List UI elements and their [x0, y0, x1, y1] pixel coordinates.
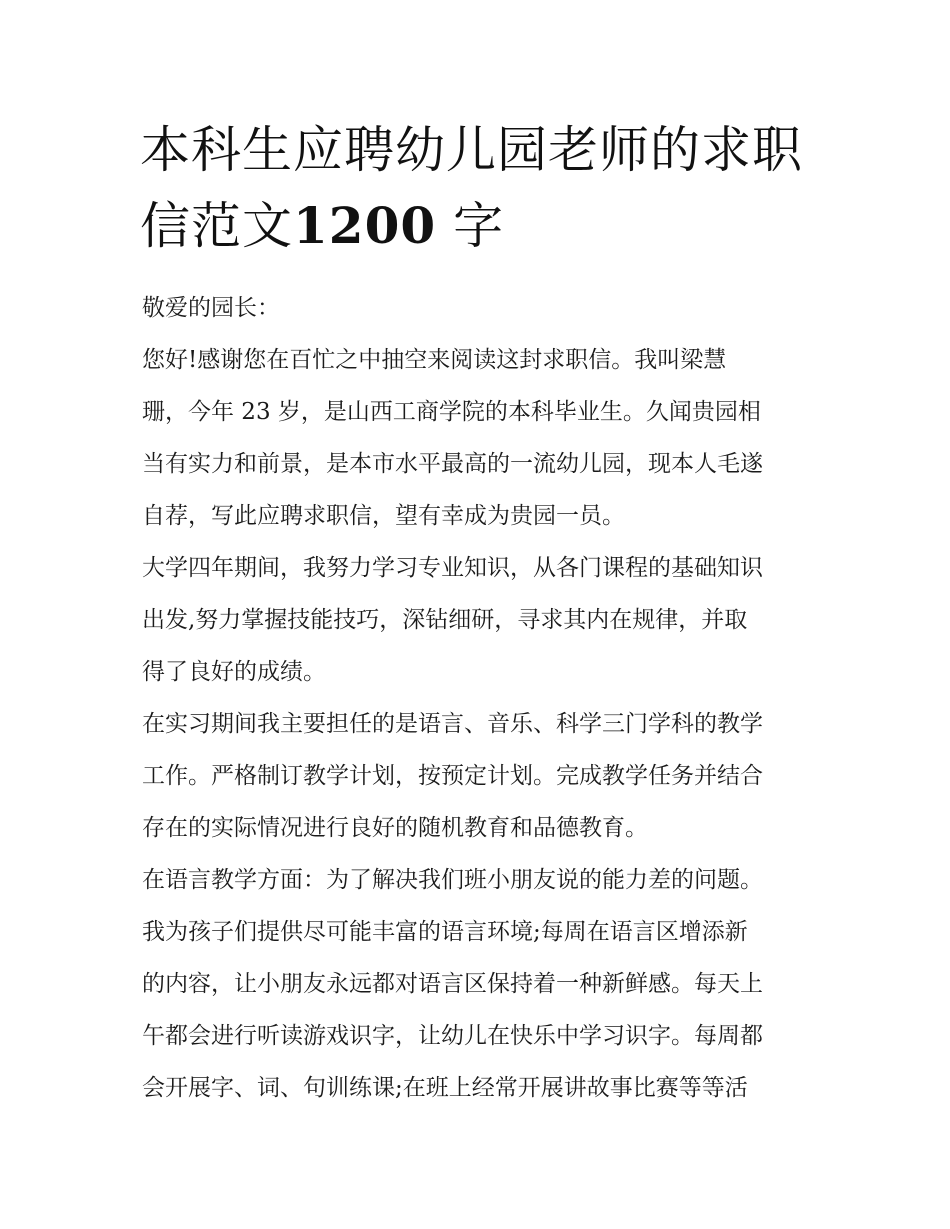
text-line: 大学四年期间，我努力学习专业知识，从各门课程的基础知识	[142, 555, 763, 581]
text-line: 得了良好的成绩。	[142, 659, 326, 685]
text-line: 我为孩子们提供尽可能丰富的语言环境;每周在语言区增添新	[142, 919, 748, 945]
text-line: 出发,努力掌握技能技巧，深钻细研，寻求其内在规律，并取	[142, 607, 748, 633]
paragraph-1	[142, 334, 822, 542]
title-line-2	[140, 188, 840, 264]
paragraph-2	[142, 542, 822, 698]
title-line-1: 本科生应聘幼儿园老师的求职	[140, 121, 803, 179]
title-number: 1200	[293, 196, 437, 255]
text-line: 工作。严格制订教学计划，按预定计划。完成教学任务并结合	[142, 763, 763, 789]
text-line: 会开展字、词、句训练课;在班上经常开展讲故事比赛等等活	[142, 1075, 748, 1101]
salutation-text: 敬爱的园长：	[142, 295, 280, 321]
text-line: 珊，今年 23 岁，是山西工商学院的本科毕业生。久闻贵园相	[142, 399, 761, 425]
salutation	[142, 282, 822, 334]
title-prefix: 信范文	[140, 197, 293, 255]
text-line: 您好!感谢您在百忙之中抽空来阅读这封求职信。我叫梁慧	[142, 347, 727, 373]
letter-body	[142, 282, 822, 1114]
paragraph-4	[142, 854, 822, 1114]
title-suffix: 字	[453, 197, 505, 255]
text-line: 自荐，写此应聘求职信，望有幸成为贵园一员。	[142, 503, 625, 529]
text-line: 当有实力和前景，是本市水平最高的一流幼儿园，现本人毛遂	[142, 451, 763, 477]
text-line: 的内容，让小朋友永远都对语言区保持着一种新鲜感。每天上	[142, 971, 763, 997]
text-line: 午都会进行听读游戏识字，让幼儿在快乐中学习识字。每周都	[142, 1023, 763, 1049]
text-line: 存在的实际情况进行良好的随机教育和品德教育。	[142, 815, 648, 841]
document-title	[140, 112, 840, 264]
paragraph-3	[142, 698, 822, 854]
text-line: 在语言教学方面：为了解决我们班小朋友说的能力差的问题。	[142, 867, 763, 893]
text-line: 在实习期间我主要担任的是语言、音乐、科学三门学科的教学	[142, 711, 763, 737]
